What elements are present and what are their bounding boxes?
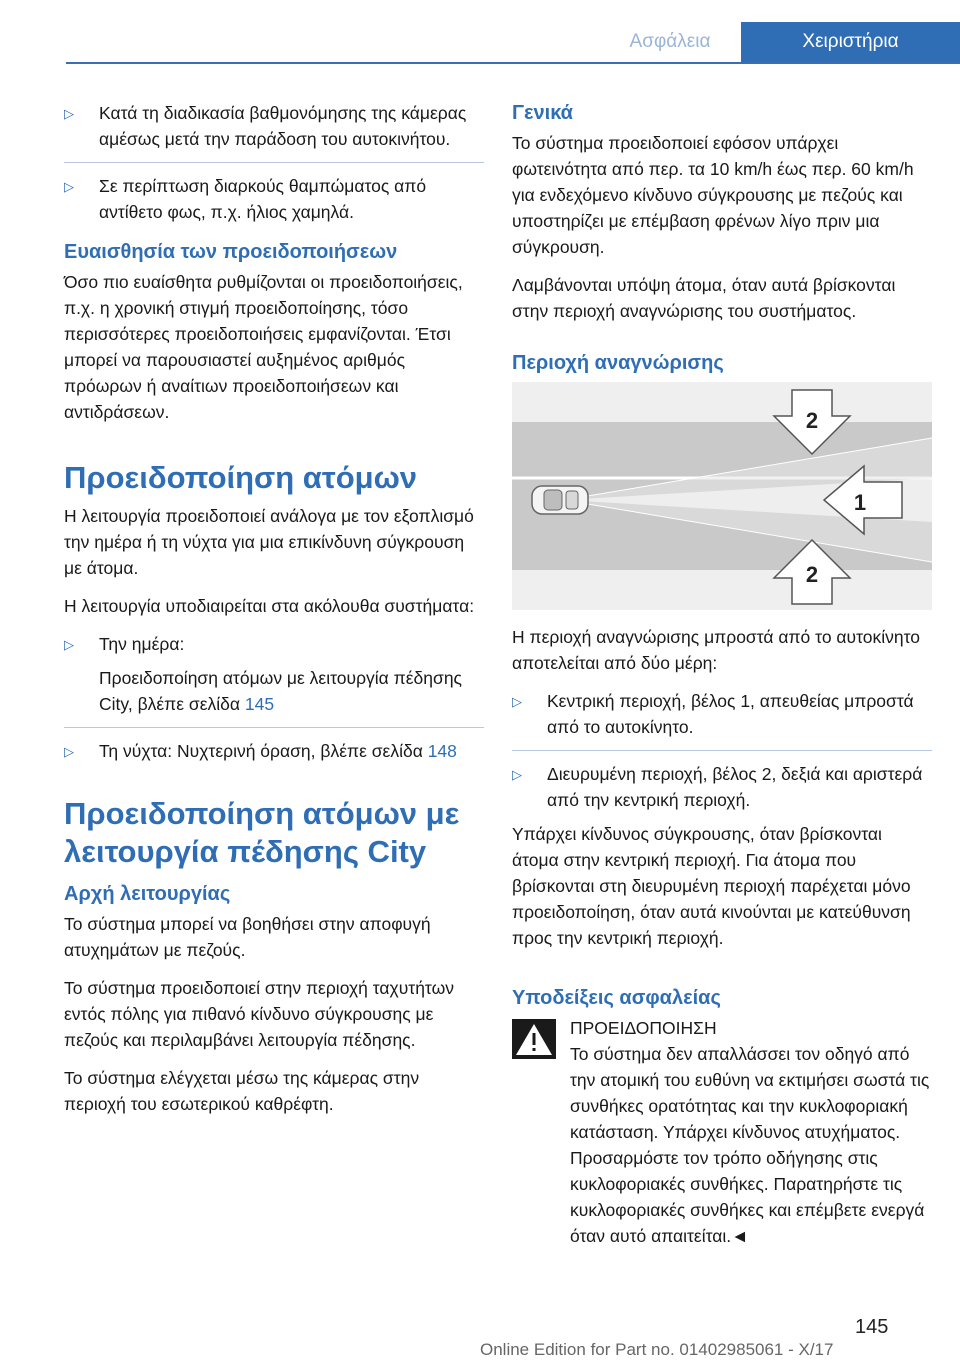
list-item [64,738,484,765]
section-subheading: Ευαισθησία των προειδοποιήσεων [64,241,398,263]
arrow-label: 1 [853,490,867,515]
left-column [64,100,484,1129]
list-item-text: Κατά τη διαδικασία βαθμονόμησης της κάμερας αμέσως μετά την παράδοση του αυτοκινήτου. [99,103,467,149]
tab-controls[interactable]: Χειριστήρια [741,22,960,62]
paragraph: Λαμβάνονται υπόψη άτομα, όταν αυτά βρίσκονται στην περιοχή αναγνώρισης του συστήματος. [512,275,896,321]
triangle-bullet-icon: ▷ [512,767,522,782]
detection-area-figure [512,382,932,610]
list-item [64,173,484,225]
triangle-bullet-icon: ▷ [64,637,74,652]
list-item-text: Προειδοποίηση ατόμων με λειτουργία πέδησης City, βλέπε σελίδα [99,668,462,714]
section-subheading: Αρχή λειτουργίας [64,883,231,905]
warning-triangle-icon [512,1019,556,1059]
divider [64,162,484,163]
paragraph: Υπάρχει κίνδυνος σύγκρουσης, όταν βρίσκονται άτομα στην κεντρική περιοχή. Για άτομα που βρίσκονται στη διευρυμένη περιοχή παρέχεται μόνο προειδοποίηση, όταν αυτά κινούνται με κατεύθυνση προς την κεντρική περιοχή. [512,824,911,948]
list-item-text: Τη νύχτα: Νυχτερινή όραση, βλέπε σελίδα [99,741,423,761]
arrow-label: 2 [805,562,819,587]
warning-label: ΠΡΟΕΙΔΟΠΟΙΗΣΗ [570,1018,717,1038]
divider [64,727,484,728]
divider [512,750,932,751]
detection-area-diagram [512,382,932,610]
list-item-text: Σε περίπτωση διαρκούς θαμπώματος από αντίθετο φως, π.χ. ήλιος χαμηλά. [99,176,427,222]
paragraph: Η περιοχή αναγνώρισης μπροστά από το αυτοκίνητο αποτελείται από δύο μέρη: [512,627,921,673]
list-item-text: Διευρυμένη περιοχή, βέλος 2, δεξιά και αριστερά από την κεντρική περιοχή. [547,764,923,810]
list-item [512,761,932,813]
warning-text: Το σύστημα δεν απαλλάσσει τον οδηγό από την ατομική του ευθύνη να εκτιμήσει σωστά τις συνθήκες ορατότητας και την κυκλοφοριακή κατάσταση. Υπάρχει κίνδυνος ατυχήματος. Προσαρμόστε τον τρόπο οδήγησης στις κυκλοφοριακές συνθήκες. Παρατηρήστε τις κυκλοφοριακές συνθήκες και επέμβετε ενεργά όταν αυτό απαιτείται.◄ [570,1044,930,1246]
list-item [64,100,484,152]
right-column [512,100,932,1249]
paragraph: Η λειτουργία προειδοποιεί ανάλογα με τον εξοπλισμό την ημέρα ή τη νύχτα για μια επικίνδυνη σύγκρουση με άτομα. [64,506,474,578]
paragraph: Το σύστημα ελέγχεται μέσω της κάμερας στην περιοχή του εσωτερικού καθρέφτη. [64,1068,420,1114]
paragraph: Η λειτουργία υποδιαιρείται στα ακόλουθα συστήματα: [64,596,475,616]
paragraph: Το σύστημα μπορεί να βοηθήσει στην αποφυγή ατυχημάτων με πεζούς. [64,914,431,960]
warning-block [512,1015,932,1249]
section-heading: Προειδοποίηση ατόμων [64,460,418,495]
list-item [512,688,932,740]
section-heading: Προειδοποίηση ατόμων με λειτουργία πέδησης City [64,796,460,869]
arrow-label: 2 [805,408,819,433]
list-item-text: Την ημέρα: [99,634,185,654]
section-subheading: Υποδείξεις ασφαλείας [512,987,721,1009]
paragraph: Το σύστημα προειδοποιεί εφόσον υπάρχει φωτεινότητα από περ. τα 10 km/h έως περ. 60 km/h για ενδεχόμενο κίνδυνο σύγκρουσης με πεζούς και υποστηρίζει με επέμβαση φρένων λίγο πριν μια σύγκρουση. [512,133,914,257]
section-subheading: Γενικά [512,102,573,124]
triangle-bullet-icon: ▷ [512,694,522,709]
page-link[interactable]: 145 [244,694,275,714]
section-subheading: Περιοχή αναγνώρισης [512,352,724,374]
paragraph: Το σύστημα προειδοποιεί στην περιοχή ταχυτήτων εντός πόλης για πιθανό κίνδυνο σύγκρουσης με πεζούς και περιλαμβάνει λειτουργία πέδησης. [64,978,454,1050]
footer-edition: Online Edition for Part no. 01402985061 - X/17 [480,1340,834,1359]
triangle-bullet-icon: ▷ [64,106,74,121]
paragraph: Όσο πιο ευαίσθητα ρυθμίζονται οι προειδοποιήσεις, π.χ. η χρονική στιγμή προειδοποίησης, τόσο περισσότερες προειδοποιήσεις εμφανίζονται. Έτσι μπορεί να παρουσιαστεί αυξημένος αριθμός πρόωρων ή αναίτιων προειδοποιήσεων και αντιδράσεων. [64,272,463,422]
header-rule [66,62,960,64]
header-tabs [0,22,960,62]
triangle-bullet-icon: ▷ [64,744,74,759]
list-item [64,631,484,717]
tab-safety[interactable]: Ασφάλεια [629,31,711,52]
car-icon [532,486,588,514]
page-link[interactable]: 148 [427,741,457,761]
triangle-bullet-icon: ▷ [64,179,74,194]
list-item-text: Κεντρική περιοχή, βέλος 1, απευθείας μπροστά από το αυτοκίνητο. [547,691,914,737]
page-number: 145 [855,1316,889,1338]
